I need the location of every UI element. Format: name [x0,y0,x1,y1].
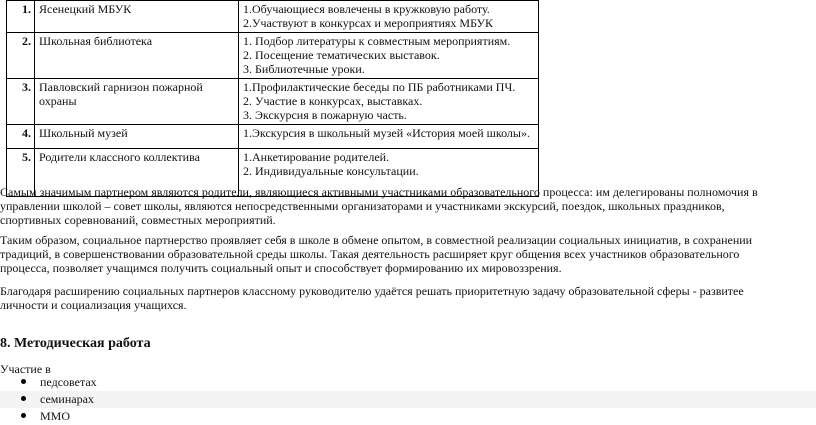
participation-intro: Участие в [0,362,51,376]
partner-name: Школьная библиотека [35,33,239,79]
activity-line: 1.Экскурсия в школьный музей «История моей школы». [243,126,530,140]
partner-name: Школьный музей [35,125,239,149]
list-item-label: ММО [40,409,71,423]
participation-list [0,374,816,425]
activity-line: 1.Профилактические беседы по ПБ работниками ПЧ. [243,80,516,94]
bullet-icon [21,379,26,384]
partners-table [6,0,539,197]
activity-line: 2.Участвуют в конкурсах и мероприятиях МБУК [243,16,494,30]
partner-name: Родители классного коллектива [35,149,239,197]
paragraph-conclusion: Благодаря расширению социальных партнеров классному руководителю удаётся решать приоритетную задачу образовательной сферы - развитее личности и социализация учащихся. [0,284,744,312]
table-row [7,125,539,149]
partner-name: Павловский гарнизон пожарной охраны [35,79,239,125]
partner-activities [239,33,539,79]
row-number: 1. [7,1,35,33]
partner-activities [239,79,539,125]
activity-line: 2. Посещение тематических выставок. [243,48,440,62]
paragraph-parents: Самым значимым партнером являются родители, являющиеся активными участниками образовательного процесса: им делегированы полномочия в управлении школой – совет школы, являются непосредственными организаторами и участниками экскурсий, поездок, школьных праздников, спортивных соревнований, совместных мероприятий. [0,185,758,227]
activity-line: 3. Экскурсия в пожарную часть. [243,108,407,122]
row-number: 4. [7,125,35,149]
bullet-icon [21,413,26,418]
partner-activities [239,125,539,149]
row-number: 2. [7,33,35,79]
list-item [0,408,816,425]
list-item-label: педсоветах [40,375,97,389]
table-row [7,33,539,79]
activity-line: 1. Подбор литературы к совместным мероприятиям. [243,34,511,48]
list-item [0,374,816,391]
bullet-icon [21,396,26,401]
activity-line: 1.Анкетирование родителей. [243,150,390,164]
partner-activities [239,1,539,33]
table-row [7,1,539,33]
activity-line: 2. Индивидуальные консультации. [243,164,419,178]
list-item-label: семинарах [40,392,94,406]
row-number: 3. [7,79,35,125]
activity-line: 2. Участие в конкурсах, выставках. [243,94,423,108]
row-number: 5. [7,149,35,197]
activity-line: 3. Библиотечные уроки. [243,62,365,76]
activity-line: 1.Обучающиеся вовлечены в кружковую работу. [243,2,490,16]
section-title: 8. Методическая работа [0,336,151,351]
list-item [0,391,816,408]
paragraph-partnership: Таким образом, социальное партнерство проявляет себя в школе в обмене опытом, в совместной реализации социальных инициатив, в сохранении традиций, в совершенствовании образовательной среды школы. Такая деятельность расширяет круг общения всех участников образовательного процесса, позволяет учащимся получить социальный опыт и способствует формированию их мировоззрения. [0,233,753,275]
partner-name: Ясенецкий МБУК [35,1,239,33]
table-row [7,79,539,125]
